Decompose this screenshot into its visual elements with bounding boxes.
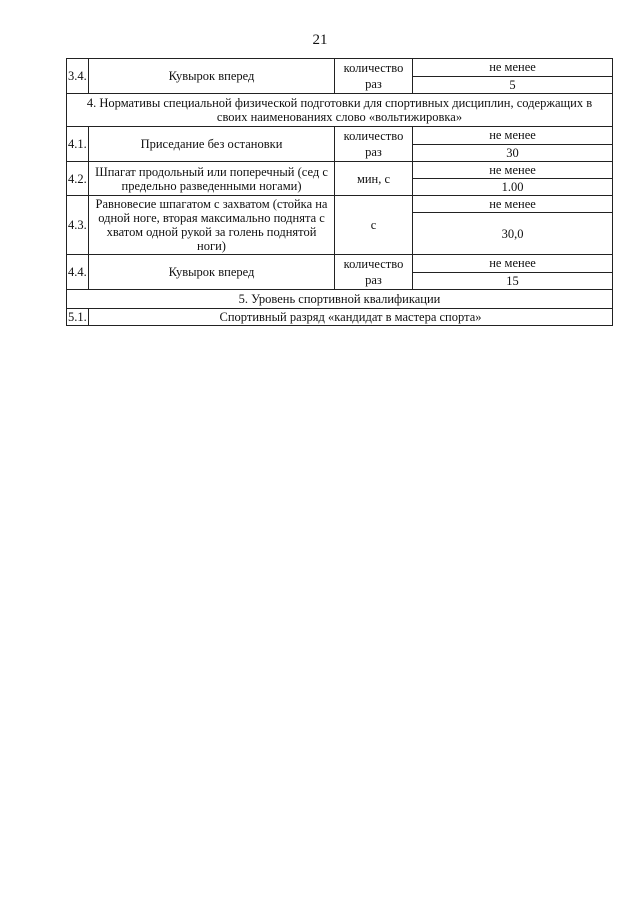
unit-cell: количество раз (335, 127, 413, 162)
row-number: 4.1. (67, 127, 89, 162)
norms-table (66, 58, 613, 326)
row-number: 4.3. (67, 196, 89, 255)
table-row (67, 59, 613, 77)
row-number: 5.1. (68, 310, 87, 324)
norm-label: не менее (413, 59, 613, 77)
section-header-row (67, 94, 613, 127)
norm-value: 30 (413, 144, 613, 162)
row-number: 4.2. (67, 162, 89, 196)
exercise-name: Шпагат продольный или поперечный (сед с предельно разведенными ногами) (89, 162, 335, 196)
qualification-text: Спортивный разряд «кандидат в мастера спорта» (89, 309, 613, 326)
section-header-row (67, 290, 613, 309)
table-row (67, 309, 613, 326)
norm-value: 15 (413, 272, 613, 290)
exercise-name: Кувырок вперед (89, 255, 335, 290)
norm-label: не менее (413, 196, 613, 213)
row-number: 4.4. (67, 255, 89, 290)
norm-value: 30,0 (413, 213, 613, 255)
exercise-name: Кувырок вперед (89, 59, 335, 94)
exercise-name: Равновесие шпагатом с захватом (стойка на одной ноге, вторая максимально поднята с хватом одной рукой за голень поднятой ноги) (89, 196, 335, 255)
exercise-name: Приседание без остановки (89, 127, 335, 162)
page-number: 21 (312, 32, 328, 48)
norm-value: 5 (413, 76, 613, 94)
unit-cell: количество раз (335, 59, 413, 94)
unit-cell: количество раз (335, 255, 413, 290)
table-row (67, 196, 613, 213)
row-number: 3.4. (67, 59, 89, 94)
unit-cell: мин, с (335, 162, 413, 196)
table-row (67, 162, 613, 179)
norm-label: не менее (413, 162, 613, 179)
table-row (67, 127, 613, 145)
table-row (67, 255, 613, 273)
norm-value: 1.00 (413, 179, 613, 196)
section-4-title: 4. Нормативы специальной физической подготовки для спортивных дисциплин, содержащих в своих наименованиях слово «вольтижировка» (67, 94, 613, 127)
norm-label: не менее (413, 127, 613, 145)
unit-cell: с (335, 196, 413, 255)
norm-label: не менее (413, 255, 613, 273)
section-5-title: 5. Уровень спортивной квалификации (67, 290, 613, 309)
